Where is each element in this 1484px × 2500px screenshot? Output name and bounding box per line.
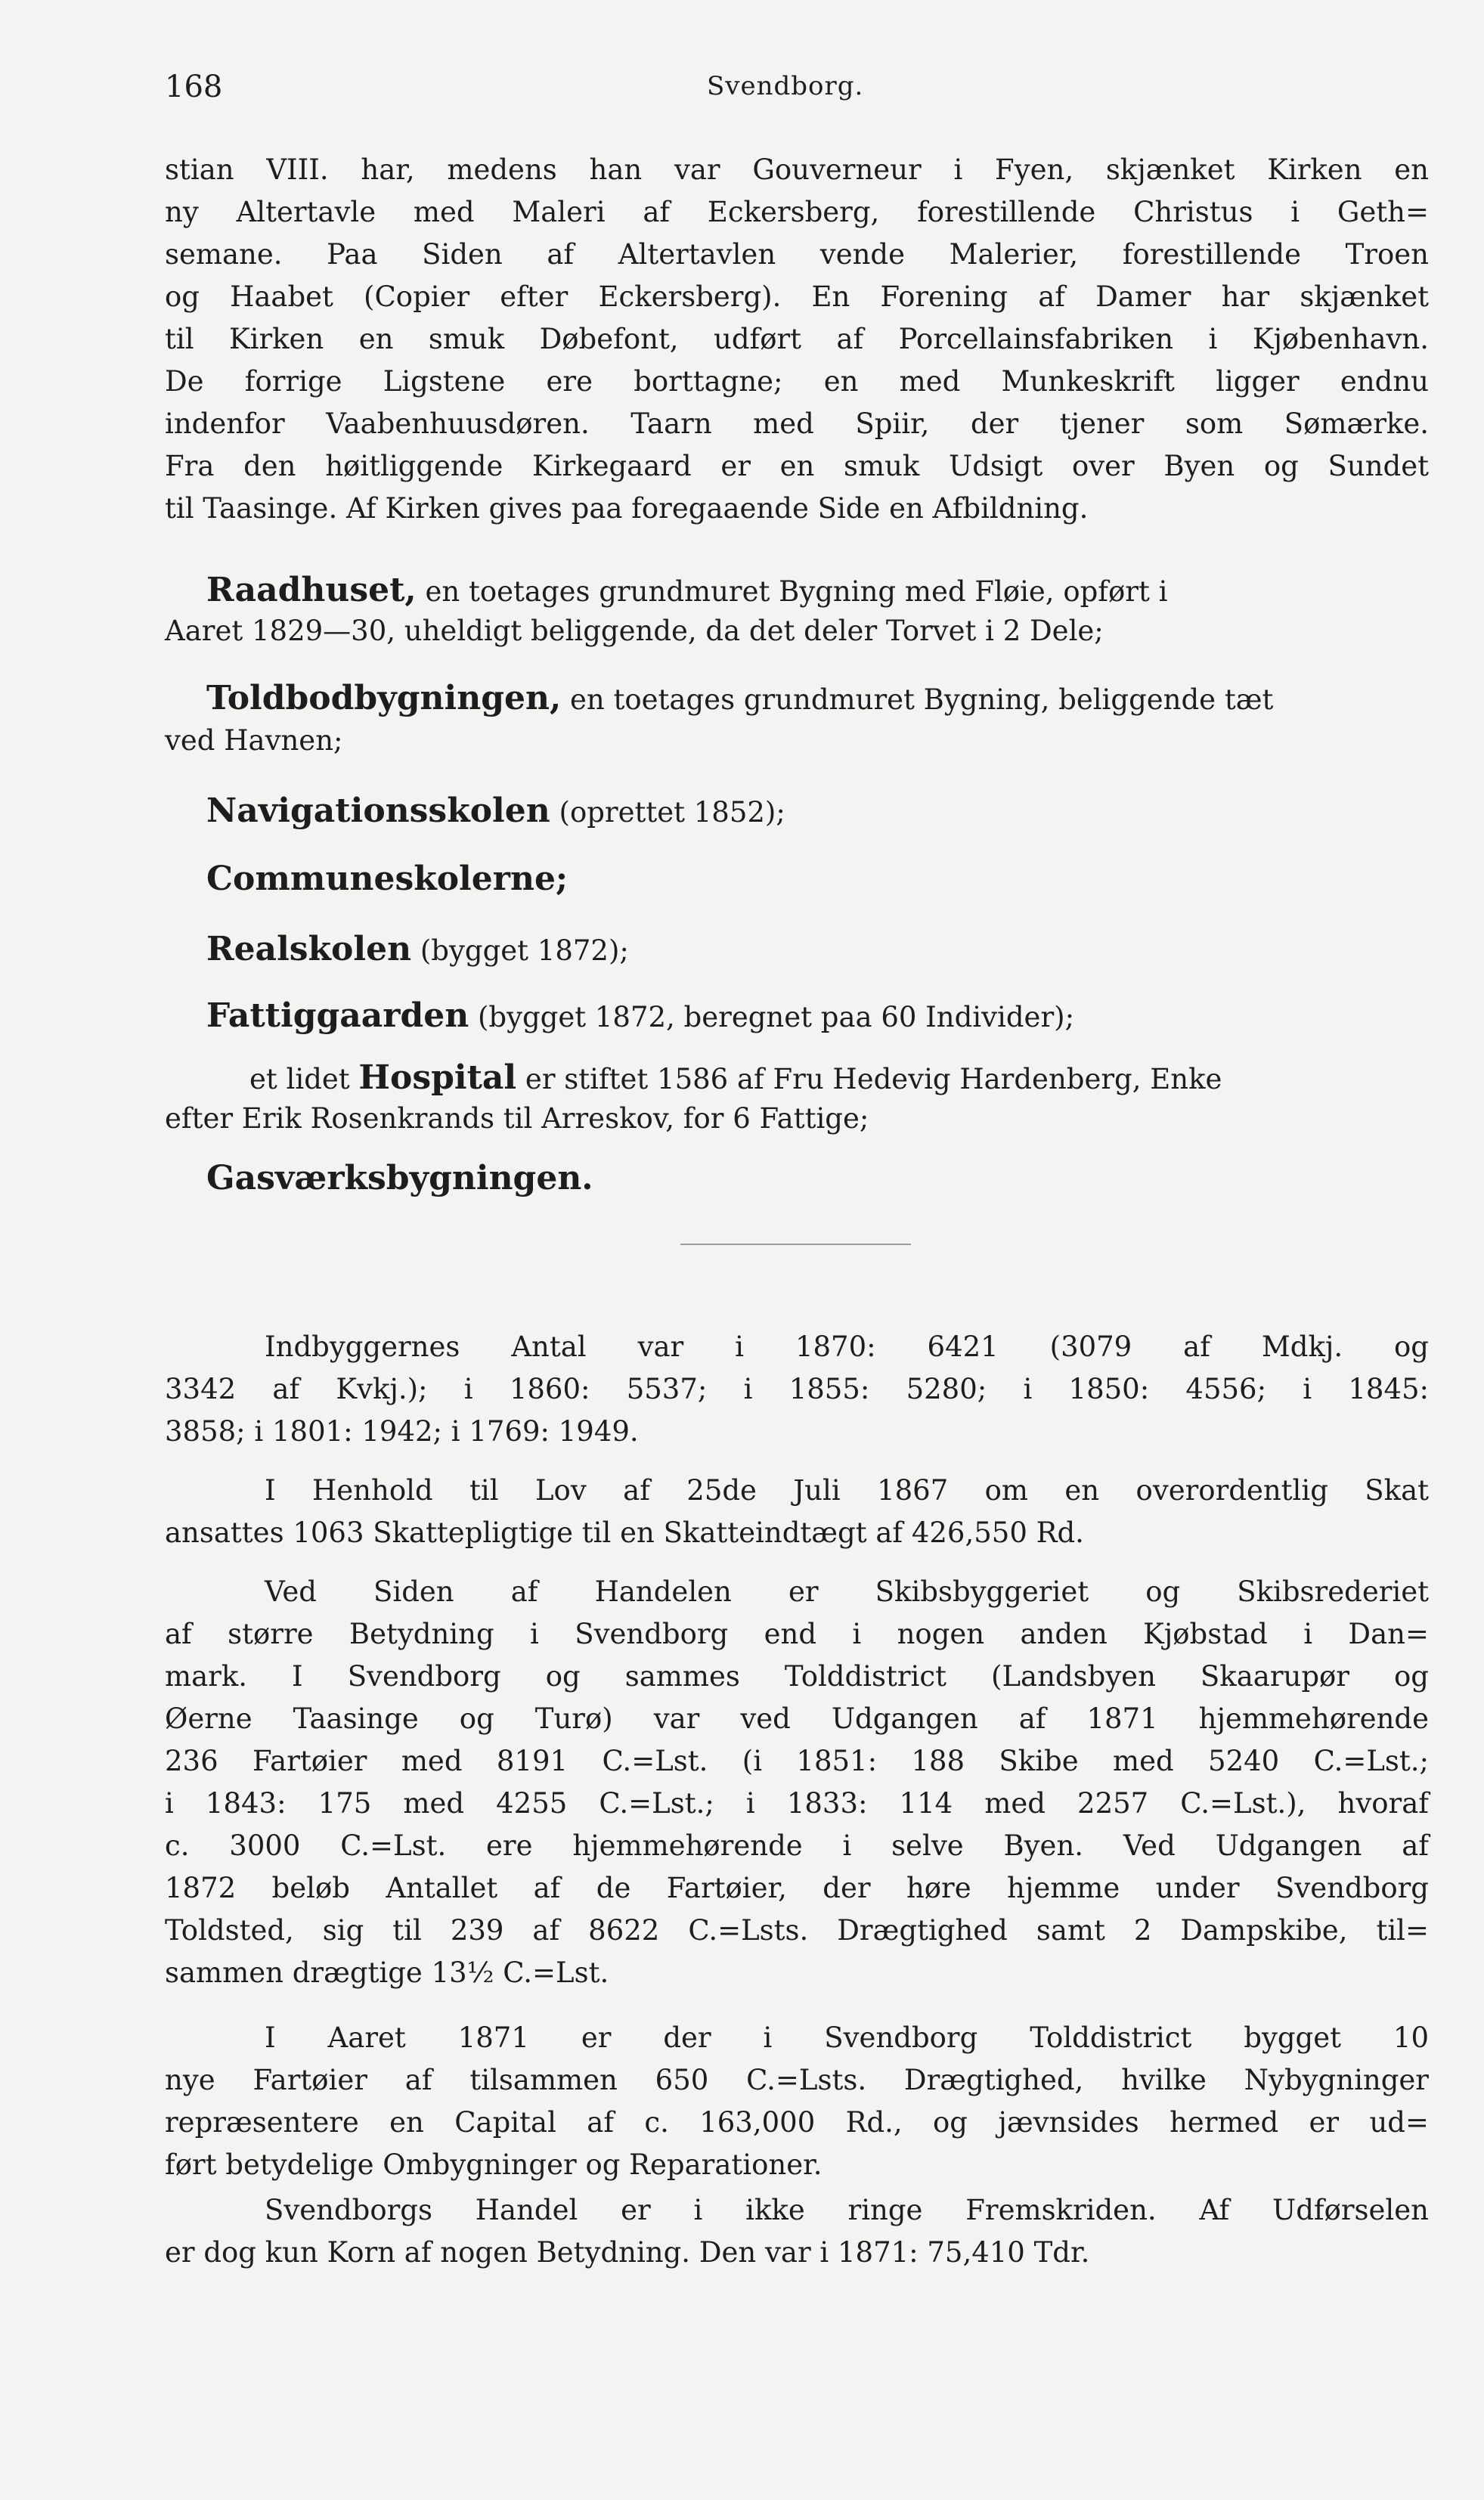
raadhus-text: en toetages grundmuret Bygning med Fløie, opført i <box>425 575 1168 608</box>
hospital-text-pre: et lidet <box>249 1063 350 1095</box>
text-line: Fra den høitliggende Kirkegaard er en smuk Udsigt over Byen og Sundet <box>165 450 1429 482</box>
text-line: ny Altertavle med Maleri af Eckersberg, forestillende Christus i Geth= <box>165 196 1429 228</box>
text-line: Øerne Taasinge og Turø) var ved Udgangen af 1871 hjemmehørende <box>165 1702 1429 1735</box>
text-line: er dog kun Korn af nogen Betydning. Den var i 1871: 75,410 Tdr. <box>165 2236 1090 2269</box>
text-line: sammen drægtige 13½ C.=Lst. <box>165 1956 609 1989</box>
text-line: til Taasinge. Af Kirken gives paa foregaaende Side en Afbildning. <box>165 492 1089 525</box>
text-line: c. 3000 C.=Lst. ere hjemmehørende i selve Byen. Ved Udgangen af <box>165 1829 1429 1862</box>
text-line: indenfor Vaabenhuusdøren. Taarn med Spiir, der tjener som Sømærke. <box>165 407 1429 440</box>
navigation-school-entry <box>206 792 785 830</box>
raadhus-heading: Raadhuset, <box>206 571 417 609</box>
commune-schools-entry <box>206 860 568 898</box>
real-school-heading: Realskolen <box>206 930 412 968</box>
text-line: mark. I Svendborg og sammes Tolddistrict (Landsbyen Skaarupør og <box>165 1660 1429 1693</box>
trade-paragraph <box>165 2189 1429 2274</box>
text-line: til Kirken en smuk Døbefont, udført af Porcellainsfabriken i Kjøbenhavn. <box>165 323 1429 355</box>
toldbod-text-continued: ved Havnen; <box>165 724 343 757</box>
hospital-text-continued: efter Erik Rosenkrands til Arreskov, for 6 Fattige; <box>165 1102 869 1135</box>
gasworks-heading: Gasværksbygningen. <box>206 1159 593 1197</box>
text-line: Indbyggernes Antal var i 1870: 6421 (3079 af Mdkj. og <box>265 1331 1429 1363</box>
text-line: I Aaret 1871 er der i Svendborg Tolddistrict bygget 10 <box>265 2021 1429 2054</box>
poorhouse-text: (bygget 1872, beregnet paa 60 Individer); <box>477 1001 1075 1033</box>
text-line: 3858; i 1801: 1942; i 1769: 1949. <box>165 1415 639 1448</box>
poorhouse-entry <box>206 996 1074 1035</box>
text-line: af større Betydning i Svendborg end i nogen anden Kjøbstad i Dan= <box>165 1618 1429 1650</box>
poorhouse-heading: Fattiggaarden <box>206 996 469 1035</box>
navigation-school-text: (oprettet 1852); <box>559 796 785 829</box>
shipbuilding-paragraph <box>165 2017 1429 2186</box>
toldbod-text: en toetages grundmuret Bygning, beliggende tæt <box>570 683 1274 716</box>
statistics-section <box>165 1326 1429 1453</box>
text-line: I Henhold til Lov af 25de Juli 1867 om en overordentlig Skat <box>265 1474 1429 1507</box>
navigation-school-heading: Navigationsskolen <box>206 792 550 830</box>
hospital-heading: Hospital <box>358 1058 517 1097</box>
real-school-entry <box>206 930 629 968</box>
text-line: stian VIII. har, medens han var Gouverneur i Fyen, skjænket Kirken en <box>165 153 1429 186</box>
section-divider <box>680 1244 911 1245</box>
hospital-entry <box>249 1058 1222 1097</box>
hospital-text: er stiftet 1586 af Fru Hedevig Hardenberg, Enke <box>525 1063 1222 1095</box>
shipping-paragraph <box>165 1571 1429 1994</box>
text-line: nye Fartøier af tilsammen 650 C.=Lsts. Drægtighed, hvilke Nybygninger <box>165 2064 1429 2096</box>
toldbod-entry <box>206 679 1273 717</box>
text-line: ansattes 1063 Skattepligtige til en Skatteindtægt af 426,550 Rd. <box>165 1516 1084 1549</box>
raadhus-text-continued: Aaret 1829—30, uheldigt beliggende, da det deler Torvet i 2 Dele; <box>165 615 1104 647</box>
text-line: Svendborgs Handel er i ikke ringe Fremskriden. Af Udførselen <box>265 2194 1429 2226</box>
text-line: Toldsted, sig til 239 af 8622 C.=Lsts. Drægtighed samt 2 Dampskibe, til= <box>165 1914 1429 1947</box>
church-paragraph <box>165 149 1429 530</box>
commune-schools-heading: Communeskolerne; <box>206 860 569 898</box>
text-line: i 1843: 175 med 4255 C.=Lst.; i 1833: 114 med 2257 C.=Lst.), hvoraf <box>165 1787 1429 1820</box>
text-line: 1872 beløb Antallet af de Fartøier, der høre hjemme under Svendborg <box>165 1872 1429 1904</box>
raadhus-entry <box>206 571 1167 609</box>
running-title: Svendborg. <box>707 71 864 101</box>
text-line: Ved Siden af Handelen er Skibsbyggeriet og Skibsrederiet <box>265 1575 1429 1608</box>
text-line: repræsentere en Capital af c. 163,000 Rd., og jævnsides hermed er ud= <box>165 2106 1429 2139</box>
text-line: ført betydelige Ombygninger og Reparationer. <box>165 2148 823 2181</box>
text-line: De forrige Ligstene ere borttagne; en med Munkeskrift ligger endnu <box>165 365 1429 398</box>
text-line: semane. Paa Siden af Altertavlen vende Malerier, forestillende Troen <box>165 238 1429 271</box>
page-number: 168 <box>165 70 223 104</box>
real-school-text: (bygget 1872); <box>420 934 629 967</box>
tax-paragraph <box>165 1470 1429 1554</box>
gasworks-entry <box>206 1159 593 1197</box>
text-line: 236 Fartøier med 8191 C.=Lst. (i 1851: 188 Skibe med 5240 C.=Lst.; <box>165 1745 1429 1777</box>
text-line: 3342 af Kvkj.); i 1860: 5537; i 1855: 5280; i 1850: 4556; i 1845: <box>165 1373 1429 1405</box>
text-line: og Haabet (Copier efter Eckersberg). En Forening af Damer har skjænket <box>165 280 1429 313</box>
toldbod-heading: Toldbodbygningen, <box>206 679 562 717</box>
